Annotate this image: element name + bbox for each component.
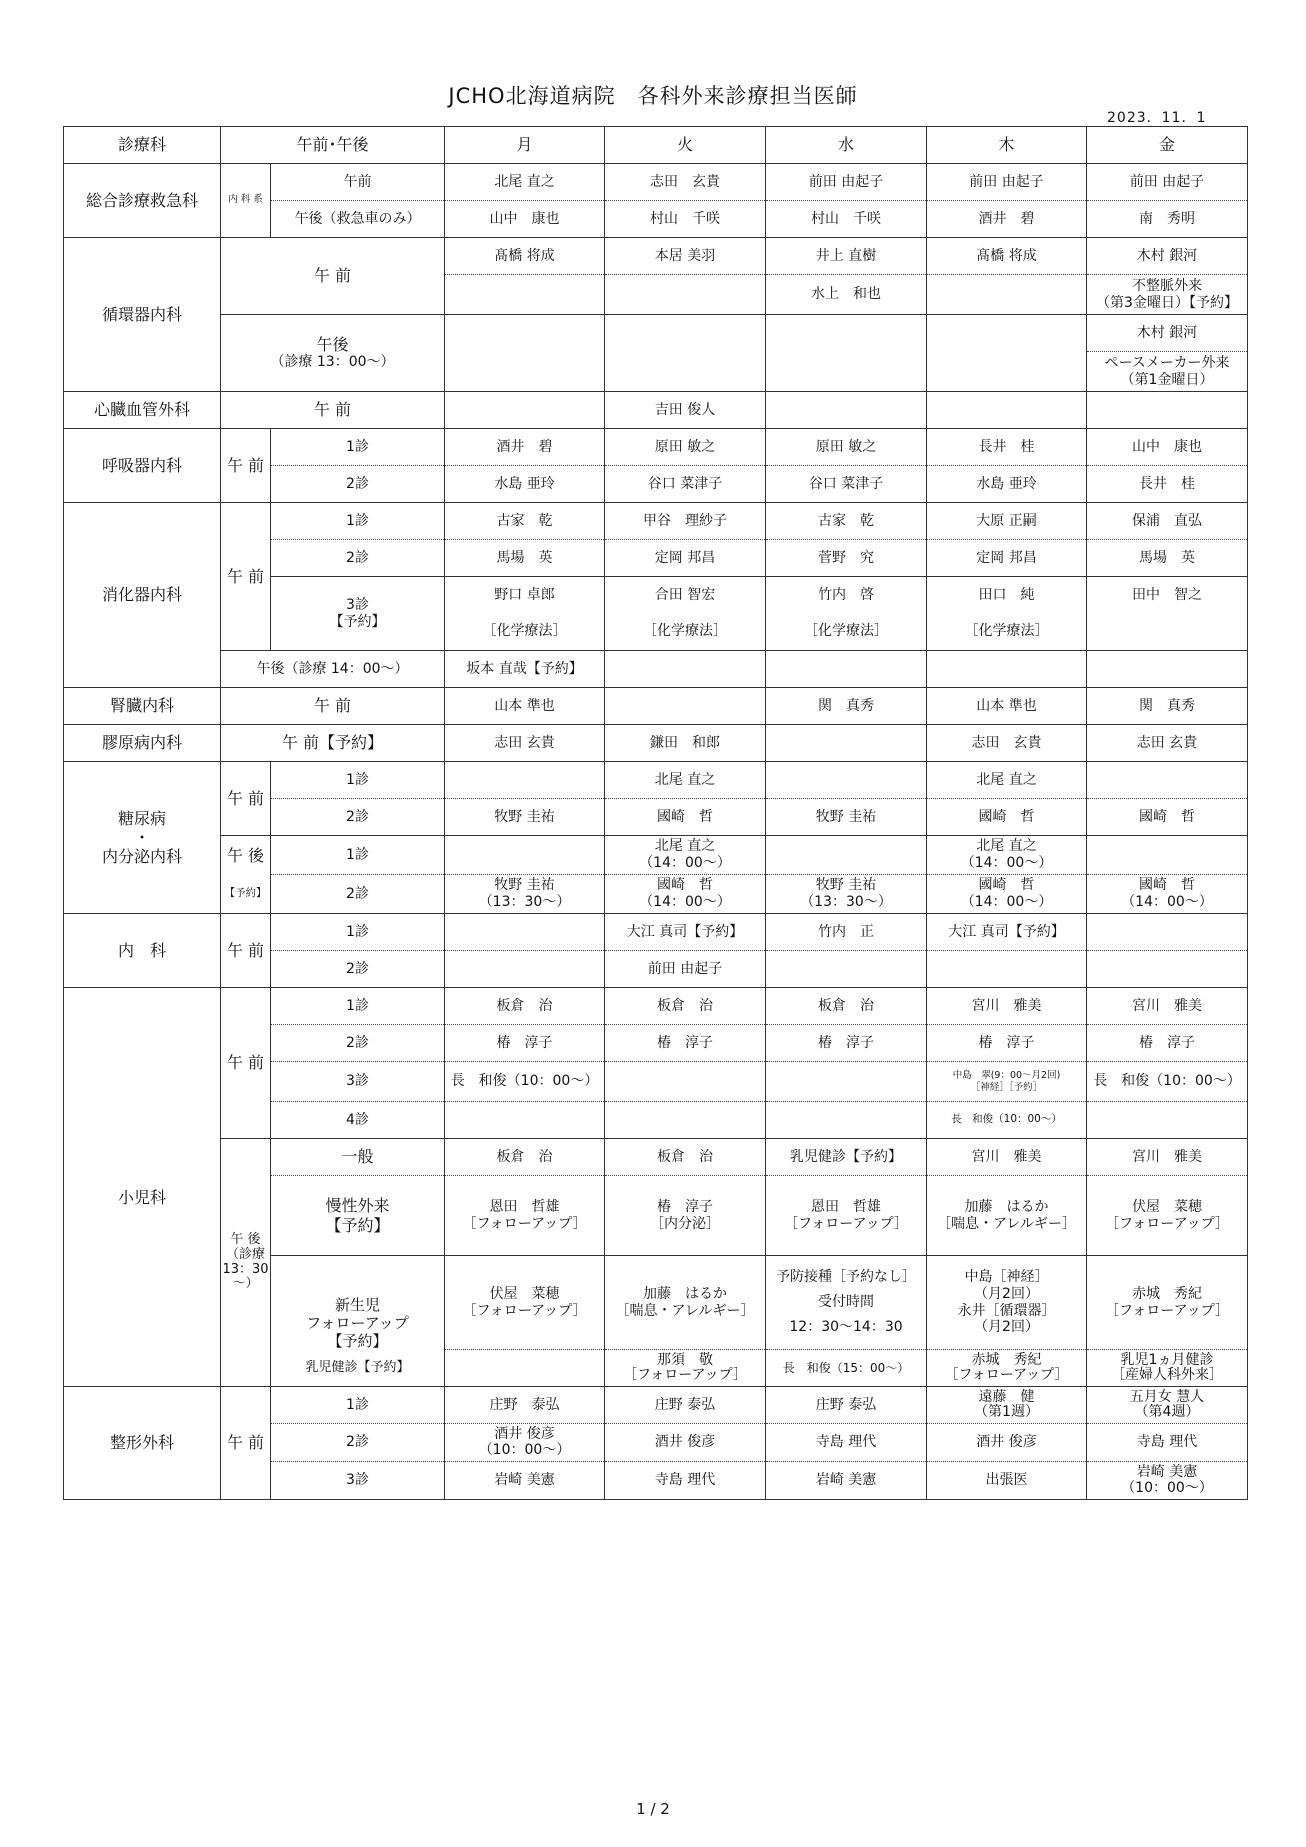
doctor-cell: 牧野 圭祐 [766,799,927,836]
dept-internal: 内 科 [64,914,221,988]
header-day-wed: 水 [766,127,927,164]
doctor-cell: 椿 淳子 [445,1025,605,1062]
slot-label: 1診 [271,429,445,466]
doctor-cell: 志田 玄貴 [927,725,1087,762]
doctor-cell [927,651,1087,688]
doctor-cell: 菅野 究 [766,540,927,577]
doctor-cell: 中島 翠(9：00～月2回) ［神経］［予約］ [927,1062,1087,1102]
doctor-cell [605,1102,766,1139]
doctor-cell: 大原 正嗣 [927,503,1087,540]
note-cell: ［化学療法］ [927,614,1087,651]
doctor-cell: 國崎 哲 [1087,799,1248,836]
doctor-cell [605,275,766,315]
doctor-cell: 木村 銀河 [1087,238,1248,275]
doctor-cell: 竹内 啓 [766,577,927,614]
doctor-cell: 國崎 哲 （14：00～） [1087,875,1248,914]
slot-label: 2診 [271,951,445,988]
doctor-cell [1087,914,1248,951]
time-am: 午 前 [221,503,271,651]
doctor-cell [766,836,927,875]
doctor-cell: ペースメーカー外来 （第1金曜日） [1087,352,1248,392]
doctor-cell: 酒井 俊彦 [605,1424,766,1462]
doctor-cell: 保浦 直弘 [1087,503,1248,540]
issue-date: 2023．11．1 [1107,110,1207,126]
reservation-label: 【予約】 [221,875,271,914]
schedule-table [63,126,1248,1500]
page-number: 1 / 2 [636,1800,670,1818]
doctor-cell: 赤城 秀紀 ［フォローアップ］ [927,1350,1087,1387]
doctor-cell: 宮川 雅美 [1087,988,1248,1025]
doctor-cell [605,315,766,392]
time-am: 午 前 [221,914,271,988]
dept-gastro: 消化器内科 [64,503,221,688]
doctor-cell [1087,836,1248,875]
doctor-cell: 水島 亜玲 [445,466,605,503]
note-cell: ［化学療法］ [766,614,927,651]
doctor-cell: 酒井 俊彦 [927,1424,1087,1462]
doctor-cell: 出張医 [927,1462,1087,1500]
doctor-cell: 北尾 直之 [445,164,605,201]
doctor-cell: 大江 真司【予約】 [605,914,766,951]
doctor-cell: 牧野 圭祐 （13：30～） [766,875,927,914]
doctor-cell: 國崎 哲 （14：00～） [927,875,1087,914]
time-am: 午 前 [221,688,445,725]
time-am: 午 前 [221,762,271,836]
time-am: 午 前【予約】 [221,725,445,762]
doctor-cell: 恩田 哲雄 ［フォローアップ］ [445,1176,605,1256]
doctor-cell: 甲谷 理紗子 [605,503,766,540]
doctor-cell [766,1062,927,1102]
doctor-cell: 牧野 圭祐 [445,799,605,836]
dept-general: 総合診療救急科 [64,164,221,238]
slot-label: 2診 [271,875,445,914]
doctor-cell [927,275,1087,315]
doctor-cell: 山中 康也 [1087,429,1248,466]
slot-label: 2診 [271,1025,445,1062]
slot-label: 2診 [271,540,445,577]
doctor-cell: 予防接種［予約なし］ 受付時間 12：30～14：30 [766,1256,927,1350]
doctor-cell: 関 真秀 [1087,688,1248,725]
dept-orthopedics: 整形外科 [64,1387,221,1500]
doctor-cell: 水上 和也 [766,275,927,315]
slot-label: 新生児 フォローアップ 【予約】 [271,1256,445,1350]
doctor-cell [445,1350,605,1387]
doctor-cell: 前田 由起子 [1087,164,1248,201]
doctor-cell: 志田 玄貴 [605,164,766,201]
time-am: 午 前 [221,429,271,503]
doctor-cell: 伏屋 菜穂 ［フォローアップ］ [1087,1176,1248,1256]
doctor-cell: 髙橋 将成 [445,238,605,275]
header-dept: 診療科 [64,127,221,164]
time-pm-label: 午後 [316,335,349,354]
doctor-cell: 長井 桂 [1087,466,1248,503]
doctor-cell [1087,951,1248,988]
doctor-cell: 村山 千咲 [605,201,766,238]
doctor-cell: 酒井 碧 [927,201,1087,238]
doctor-cell: 合田 智宏 [605,577,766,614]
doctor-cell: 椿 淳子 ［内分泌］ [605,1176,766,1256]
doctor-cell: 國崎 哲 [605,799,766,836]
doctor-cell: 北尾 直之 [927,762,1087,799]
doctor-cell: 長井 桂 [927,429,1087,466]
slot-label: 3診 [271,1462,445,1500]
doctor-cell: 加藤 はるか ［喘息・アレルギー］ [927,1176,1087,1256]
sub-internal: 内 科 系 [221,164,271,238]
doctor-cell: 宮川 雅美 [1087,1139,1248,1176]
doctor-cell: 谷口 菜津子 [766,466,927,503]
doctor-cell: 鎌田 和郎 [605,725,766,762]
slot-label: 1診 [271,988,445,1025]
header-day-tue: 火 [605,127,766,164]
doctor-cell: 那須 敬 ［フォローアップ］ [605,1350,766,1387]
doctor-cell: 岩崎 美憲 （10：00～） [1087,1462,1248,1500]
time-pm: 午後（救急車のみ） [271,201,445,238]
doctor-cell: 原田 敏之 [605,429,766,466]
doctor-cell: 板倉 治 [445,988,605,1025]
doctor-cell: 野口 卓郎 [445,577,605,614]
doctor-cell: 宮川 雅美 [927,988,1087,1025]
doctor-cell: 長 和俊（10：00～） [927,1102,1087,1139]
doctor-cell: 関 真秀 [766,688,927,725]
doctor-cell: 古家 乾 [766,503,927,540]
doctor-cell: 庄野 泰弘 [605,1387,766,1424]
doctor-cell: 酒井 俊彦 （10：00～） [445,1424,605,1462]
doctor-cell: 椿 淳子 [1087,1025,1248,1062]
slot-label: 一般 [271,1139,445,1176]
note-cell: ［化学療法］ [445,614,605,651]
doctor-cell: 古家 乾 [445,503,605,540]
doctor-cell: 井上 直樹 [766,238,927,275]
doctor-cell [766,725,927,762]
dept-respiratory: 呼吸器内科 [64,429,221,503]
doctor-cell: 水島 亜玲 [927,466,1087,503]
time-am: 午 前 [221,238,445,315]
doctor-cell: 庄野 泰弘 [445,1387,605,1424]
doctor-cell: 志田 玄貴 [1087,725,1248,762]
doctor-cell: 寺島 理代 [605,1462,766,1500]
doctor-cell: 宮川 雅美 [927,1139,1087,1176]
dept-rheumatology: 膠原病内科 [64,725,221,762]
doctor-cell: 馬場 英 [1087,540,1248,577]
doctor-cell: 岩崎 美憲 [445,1462,605,1500]
doctor-cell [445,951,605,988]
doctor-cell: 椿 淳子 [927,1025,1087,1062]
doctor-cell [605,688,766,725]
doctor-cell [766,1102,927,1139]
doctor-cell: 岩崎 美憲 [766,1462,927,1500]
doctor-cell: 寺島 理代 [1087,1424,1248,1462]
doctor-cell [766,315,927,392]
doctor-cell: 長 和俊（10：00～） [445,1062,605,1102]
doctor-cell [766,951,927,988]
dept-nephrology: 腎臓内科 [64,688,221,725]
doctor-cell: 恩田 哲雄 ［フォローアップ］ [766,1176,927,1256]
slot-label: 1診 [271,836,445,875]
doctor-cell [1087,614,1248,651]
doctor-cell: 板倉 治 [605,1139,766,1176]
doctor-cell: 竹内 正 [766,914,927,951]
doctor-cell: 大江 真司【予約】 [927,914,1087,951]
doctor-cell: 坂本 直哉【予約】 [445,651,605,688]
slot-label: 1診 [271,1387,445,1424]
doctor-cell [445,914,605,951]
doctor-cell [445,762,605,799]
time-pm [221,315,445,392]
doctor-cell: 谷口 菜津子 [605,466,766,503]
time-pm-note: （診療 13：00～） [270,354,395,371]
slot-label: 3診 [271,1062,445,1102]
doctor-cell: 五月女 慧人 （第4週） [1087,1387,1248,1424]
time-pm: 午後（診療 14：00～） [221,651,445,688]
doctor-cell: 前田 由起子 [605,951,766,988]
doctor-cell [1087,651,1248,688]
header-day-thu: 木 [927,127,1087,164]
doctor-cell [1087,392,1248,429]
doctor-cell [927,392,1087,429]
doctor-cell: 庄野 泰弘 [766,1387,927,1424]
doctor-cell: 南 秀明 [1087,201,1248,238]
doctor-cell: 吉田 俊人 [605,392,766,429]
doctor-cell: 前田 由起子 [766,164,927,201]
doctor-cell: 國崎 哲 （14：00～） [605,875,766,914]
page-title: JCHO北海道病院 各科外来診療担当医師 [448,84,858,108]
doctor-cell [445,392,605,429]
doctor-cell: 乳児1ヵ月健診 ［産婦人科外来］ [1087,1350,1248,1387]
doctor-cell: 乳児健診【予約】 [766,1139,927,1176]
doctor-cell: 椿 淳子 [766,1025,927,1062]
slot-label: 2診 [271,466,445,503]
slot-label: 1診 [271,762,445,799]
doctor-cell: 北尾 直之 （14：00～） [927,836,1087,875]
doctor-cell [927,315,1087,392]
doctor-cell: 髙橋 将成 [927,238,1087,275]
slot-label: 1診 [271,914,445,951]
slot-label: 2診 [271,799,445,836]
doctor-cell [445,836,605,875]
doctor-cell [766,392,927,429]
doctor-cell: 牧野 圭祐 （13：30～） [445,875,605,914]
doctor-cell: 板倉 治 [445,1139,605,1176]
doctor-cell [766,762,927,799]
dept-diabetes: 糖尿病 ・ 内分泌内科 [64,762,221,914]
doctor-cell [445,315,605,392]
doctor-cell: 遠藤 健 （第1週） [927,1387,1087,1424]
doctor-cell: 北尾 直之 （14：00～） [605,836,766,875]
header-day-fri: 金 [1087,127,1248,164]
doctor-cell: 伏屋 菜穂 ［フォローアップ］ [445,1256,605,1350]
doctor-cell: 定岡 邦昌 [927,540,1087,577]
time-am: 午 前 [221,988,271,1139]
slot-label: 慢性外来 【予約】 [271,1176,445,1256]
time-pm: 午 後 （診療 13：30 ～） [221,1139,271,1387]
doctor-cell [605,651,766,688]
time-am: 午 前 [221,1387,271,1500]
doctor-cell [766,651,927,688]
slot-label: 2診 [271,1424,445,1462]
doctor-cell: 加藤 はるか ［喘息・アレルギー］ [605,1256,766,1350]
doctor-cell: 村山 千咲 [766,201,927,238]
header-day-mon: 月 [445,127,605,164]
doctor-cell: 定岡 邦昌 [605,540,766,577]
doctor-cell: 山本 準也 [927,688,1087,725]
doctor-cell: 赤城 秀紀 ［フォローアップ］ [1087,1256,1248,1350]
time-pm: 午 後 [221,836,271,875]
doctor-cell: 原田 敏之 [766,429,927,466]
dept-cardiovascular-surgery: 心臓血管外科 [64,392,221,429]
doctor-cell: 中島［神経］ （月2回） 永井［循環器］ （月2回） [927,1256,1087,1350]
dept-pediatrics: 小児科 [64,988,221,1387]
doctor-cell [445,1102,605,1139]
doctor-cell: 不整脈外来 （第3金曜日）【予約】 [1087,275,1248,315]
doctor-cell: 長 和俊（15：00～） [766,1350,927,1387]
doctor-cell: 志田 玄貴 [445,725,605,762]
doctor-cell: 馬場 英 [445,540,605,577]
doctor-cell: 山本 準也 [445,688,605,725]
doctor-cell [1087,762,1248,799]
doctor-cell: 板倉 治 [605,988,766,1025]
header-time: 午前･午後 [221,127,445,164]
doctor-cell: 前田 由起子 [927,164,1087,201]
doctor-cell: 椿 淳子 [605,1025,766,1062]
doctor-cell: 酒井 碧 [445,429,605,466]
slot-label: 3診 【予約】 [271,577,445,651]
doctor-cell: 田中 智之 [1087,577,1248,614]
time-am: 午 前 [221,392,445,429]
doctor-cell: 田口 純 [927,577,1087,614]
doctor-cell: 長 和俊（10：00～） [1087,1062,1248,1102]
doctor-cell: 木村 銀河 [1087,315,1248,352]
doctor-cell [1087,1102,1248,1139]
note-cell: ［化学療法］ [605,614,766,651]
doctor-cell [927,951,1087,988]
slot-label: 乳児健診【予約】 [271,1350,445,1387]
slot-label: 1診 [271,503,445,540]
doctor-cell: 山中 康也 [445,201,605,238]
doctor-cell: 北尾 直之 [605,762,766,799]
doctor-cell: 板倉 治 [766,988,927,1025]
doctor-cell: 國崎 哲 [927,799,1087,836]
doctor-cell [605,1062,766,1102]
doctor-cell: 本居 美羽 [605,238,766,275]
dept-cardiology: 循環器内科 [64,238,221,392]
time-am: 午前 [271,164,445,201]
doctor-cell: 寺島 理代 [766,1424,927,1462]
slot-label: 4診 [271,1102,445,1139]
doctor-cell [445,275,605,315]
